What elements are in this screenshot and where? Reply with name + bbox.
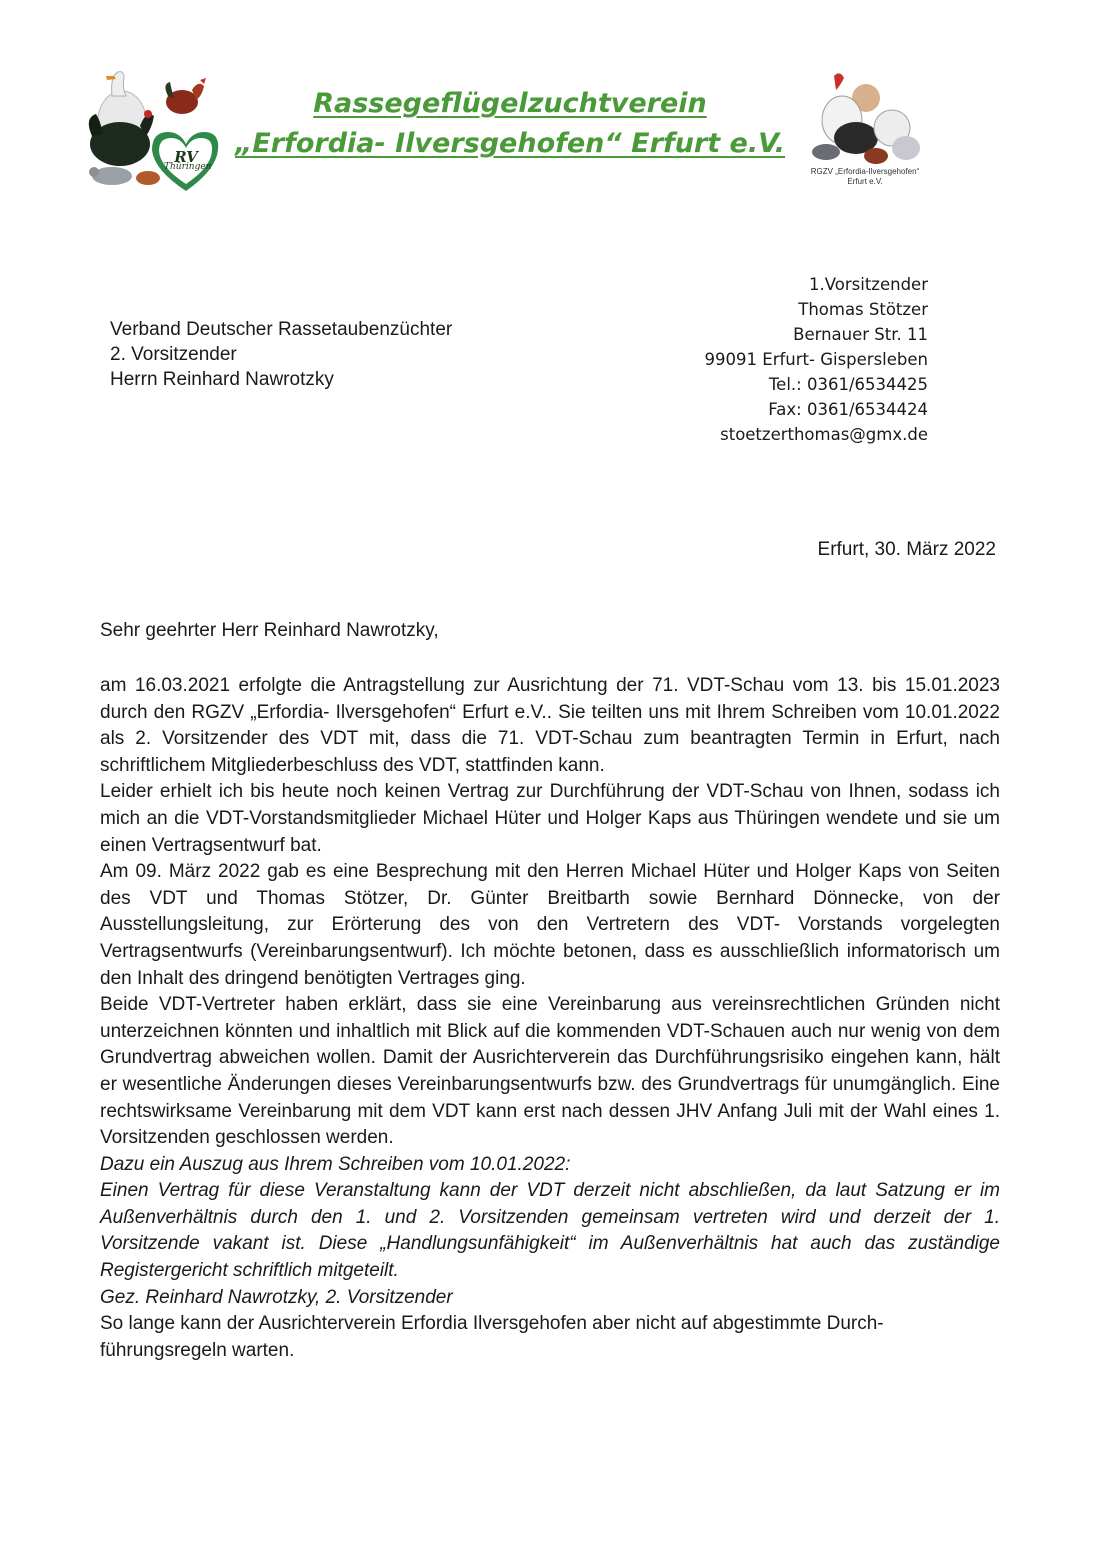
club-logo-caption-line1: RGZV „Erfordia-Ilversgehofen“ [810,167,920,176]
body-paragraph: Am 09. März 2022 gab es eine Besprechung mit den Herren Michael Hüter und Holger Kaps von Seiten des VDT und Thomas Stötzer, Dr. Günter Breitbarth sowie Bernhard Dönnecke, von der Ausstellungsleitung, zur Erörterung des von den Vertretern des VDT- Vorstands vorgelegten Vertragsentwurfs (Vereinbarungsentwurf). Ich möchte betonen, dass es ausschließlich informatorisch um den Inhalt des dringend benötigten Vertrages ging. [100,861,1000,989]
letter-body [100,673,1000,1364]
body-paragraph: Leider erhielt ich bis heute noch keinen Vertrag zur Durchführung der VDT-Schau von Ihnen, sodass ich mich an die VDT-Vorstandsmitglieder Michael Hüter und Holger Kaps aus Thüringen wendete und sie um einen Vertragsentwurf bat. [100,781,1000,856]
recipient-address [110,317,452,392]
sender-phone: Tel.: 0361/6534425 [768,375,928,394]
club-logo-caption [790,167,940,187]
club-name-line2: „Erfordia- Ilversgehofen“ Erfurt e.V. [234,128,786,159]
sender-name: Thomas Stötzer [798,300,928,319]
sender-street: Bernauer Str. 11 [793,325,928,344]
club-name-line1: Rassegeflügelzuchtverein [313,88,707,119]
club-logo-caption-line2: Erfurt e.V. [847,177,883,186]
recipient-organization: Verband Deutscher Rassetaubenzüchter [110,319,453,340]
recipient-name: Herrn Reinhard Nawrotzky [110,369,334,390]
club-emblem-left [82,66,222,196]
sender-role: 1.Vorsitzender [809,275,928,294]
svg-text:RV: RV [174,148,198,166]
emblem-region-text: Thüringen [164,162,212,172]
body-paragraph: Beide VDT-Vertreter haben erklärt, dass sie eine Vereinbarung aus vereinsrechtlichen Gründen nicht unterzeichnen könnten und inhaltlich mit Blick auf die kommenden VDT-Schauen auch nur wenig von dem Grundvertrag abweichen wollen. Damit der Ausrichterverein das Durchführungsrisiko eingehen kann, hält er wesentliche Änderungen dieses Vereinbarungsentwurfs bzw. des Grundvertrags für unumgänglich. Eine rechtswirksame Vereinbarung mit dem VDT kann erst nach dessen JHV Anfang Juli mit der Wahl eines 1. Vorsitzenden geschlossen werden. [100,994,1000,1149]
quote-intro: Dazu ein Auszug aus Ihrem Schreiben vom 10.01.2022: [100,1153,571,1175]
quote-text: Einen Vertrag für diese Veranstaltung kann der VDT derzeit nicht abschließen, da laut Satzung er im Außenverhältnis durch den 1. und 2. Vorsitzenden gemeinsam vertreten wird und derzeit der 1. Vorsitzende vakant ist. Diese „Handlungsunfähigkeit“ im Außenverhältnis hat auch das zuständige Registergericht schriftlich mitgeteilt. [100,1180,1000,1282]
sender-address [705,272,928,447]
body-paragraph: So lange kann der Ausrichterverein Erfordia Ilversgehofen aber nicht auf abgestimmte Durch-führungsregeln warten. [100,1313,884,1361]
quote-signature: Gez. Reinhard Nawrotzky, 2. Vorsitzender [100,1286,453,1308]
sender-city: 99091 Erfurt- Gispersleben [704,350,928,369]
sender-email: stoetzerthomas@gmx.de [720,425,928,444]
letter-date: Erfurt, 30. März 2022 [817,539,996,560]
recipient-role: 2. Vorsitzender [110,344,237,365]
sender-fax: Fax: 0361/6534424 [768,400,928,419]
body-paragraph: am 16.03.2021 erfolgte die Antragstellung zur Ausrichtung der 71. VDT-Schau vom 13. bis 15.01.2023 durch den RGZV „Erfordia- Ilversgehofen“ Erfurt e.V.. Sie teilten uns mit Ihrem Schreiben vom 10.01.2022 als 2. Vorsitzender des VDT mit, dass die 71. VDT-Schau zum beantragten Termin in Erfurt, nach schriftlichem Mitgliederbeschluss des VDT, stattfinden kann. [100,675,1000,776]
salutation: Sehr geehrter Herr Reinhard Nawrotzky, [100,620,439,641]
